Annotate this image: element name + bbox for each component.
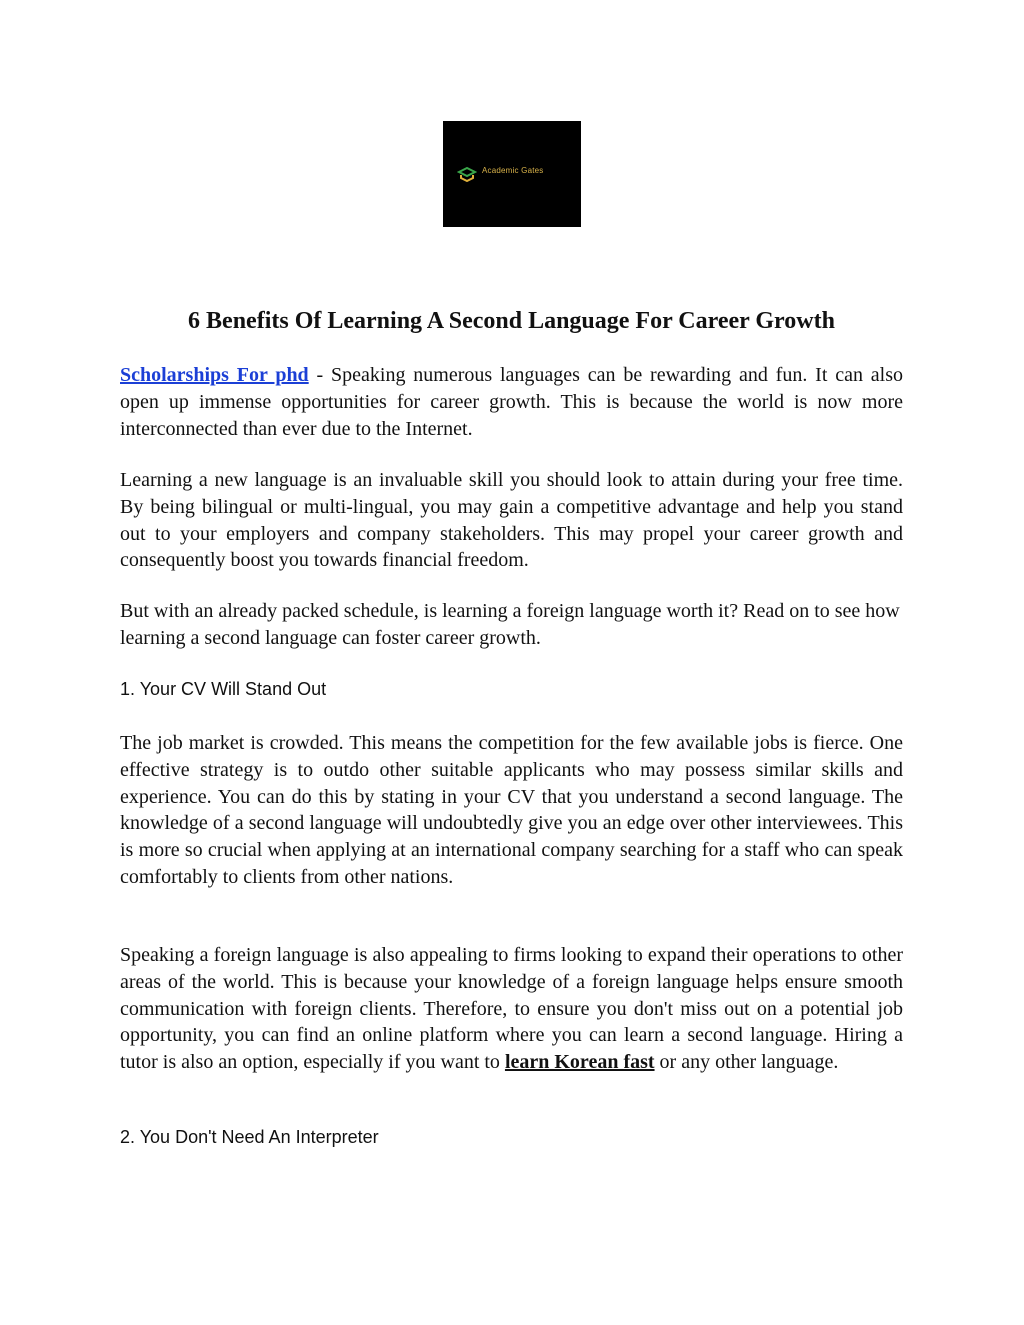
academic-gates-logo-icon [457,166,477,182]
scholarships-link[interactable]: Scholarships For phd [120,364,309,386]
paragraph-3: But with an already packed schedule, is learning a foreign language worth it? Read on to see how learning a second language can foster career growth. [120,600,900,649]
section-1-paragraph-2 [120,942,903,1076]
section-1-paragraph-2-text: Speaking a foreign language is also appealing to firms looking to expand their operations to other areas of the world. This is because your knowledge of a foreign language helps ensure smooth communication with foreign clients. Therefore, to ensure you don't miss out on a potential job opportunity, you can find an online platform where you can learn a second language. Hiring a tutor is also an option, especially if you want to [120,944,903,1074]
paragraph-2: Learning a new language is an invaluable skill you should look to attain during your free time. By being bilingual or multi-lingual, you may gain a competitive advantage and help you stand out to your employers and company stakeholders. This may propel your career growth and consequently boost you towards financial freedom. [120,469,903,572]
logo-text: Academic Gates [482,166,544,175]
section-heading-1: 1. Your CV Will Stand Out [120,679,327,699]
section-1-paragraph-1: The job market is crowded. This means the competition for the few available jobs is fierce. One effective strategy is to outdo other suitable applicants who may possess similar skills and experience. You can do this by stating in your CV that you understand a second language. The knowledge of a second language will undoubtedly give you an edge over other interviewees. This is more so crucial when applying at an international company searching for a staff who can speak comfortably to clients from other nations. [120,732,903,888]
section-1-paragraph-2-end: or any other language. [654,1051,839,1074]
intro-text: - Speaking numerous languages can be rewarding and fun. It can also open up immense opportunities for career growth. This is because the world is now more interconnected than ever due to the Internet. [120,364,903,440]
page-title: 6 Benefits Of Learning A Second Language For Career Growth [188,308,835,334]
intro-paragraph [120,362,903,442]
company-logo [443,121,581,227]
learn-korean-link[interactable]: learn Korean fast [504,1051,655,1074]
section-heading-2: 2. You Don't Need An Interpreter [120,1127,379,1147]
